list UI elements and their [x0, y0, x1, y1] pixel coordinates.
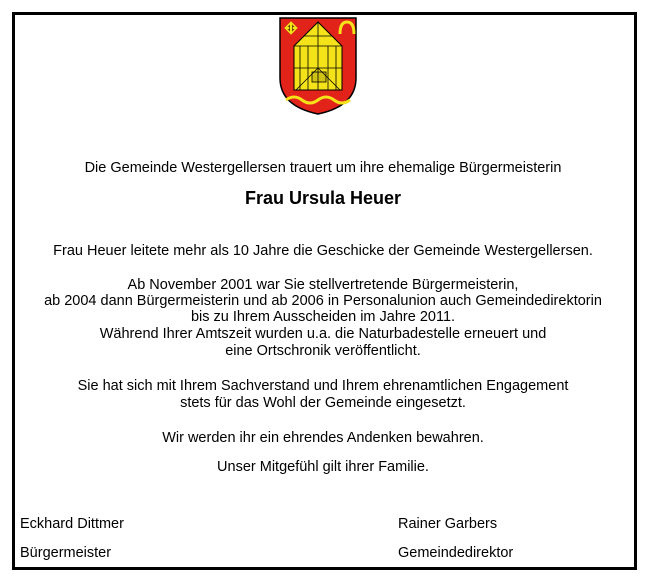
- paragraph-3-line-1: Sie hat sich mit Ihrem Sachverstand und Ihrem ehrenamtlichen Engagement: [77, 378, 569, 394]
- paragraph-5: Unser Mitgefühl gilt ihrer Familie.: [217, 459, 429, 475]
- paragraph-2-line-2: ab 2004 dann Bürgermeisterin und ab 2006 in Personalunion auch Gemeindedirektorin: [44, 293, 602, 309]
- deceased-name: Frau Ursula Heuer: [244, 188, 402, 208]
- paragraph-2-line-1: Ab November 2001 war Sie stellvertretende Bürgermeisterin,: [127, 277, 519, 293]
- coat-of-arms: [278, 16, 358, 116]
- paragraph-2-line-5: eine Ortschronik veröffentlicht.: [225, 343, 421, 359]
- signature-role-right: Gemeindedirektor: [398, 545, 514, 561]
- paragraph-3-line-2: stets für das Wohl der Gemeinde eingesetzt.: [180, 395, 466, 411]
- signature-name-left: Eckhard Dittmer: [20, 516, 124, 532]
- signature-name-right: Rainer Garbers: [398, 516, 498, 532]
- paragraph-1: Frau Heuer leitete mehr als 10 Jahre die Geschicke der Gemeinde Westergellersen.: [53, 243, 593, 259]
- paragraph-2-line-4: Während Ihrer Amtszeit wurden u.a. die Naturbadestelle erneuert und: [99, 326, 547, 342]
- paragraph-2-line-3: bis zu Ihrem Ausscheiden im Jahre 2011.: [190, 309, 456, 325]
- intro-text: Die Gemeinde Westergellersen trauert um ihre ehemalige Bürgermeisterin: [84, 160, 562, 176]
- paragraph-4: Wir werden ihr ein ehrendes Andenken bewahren.: [162, 430, 484, 446]
- signature-role-left: Bürgermeister: [20, 545, 112, 561]
